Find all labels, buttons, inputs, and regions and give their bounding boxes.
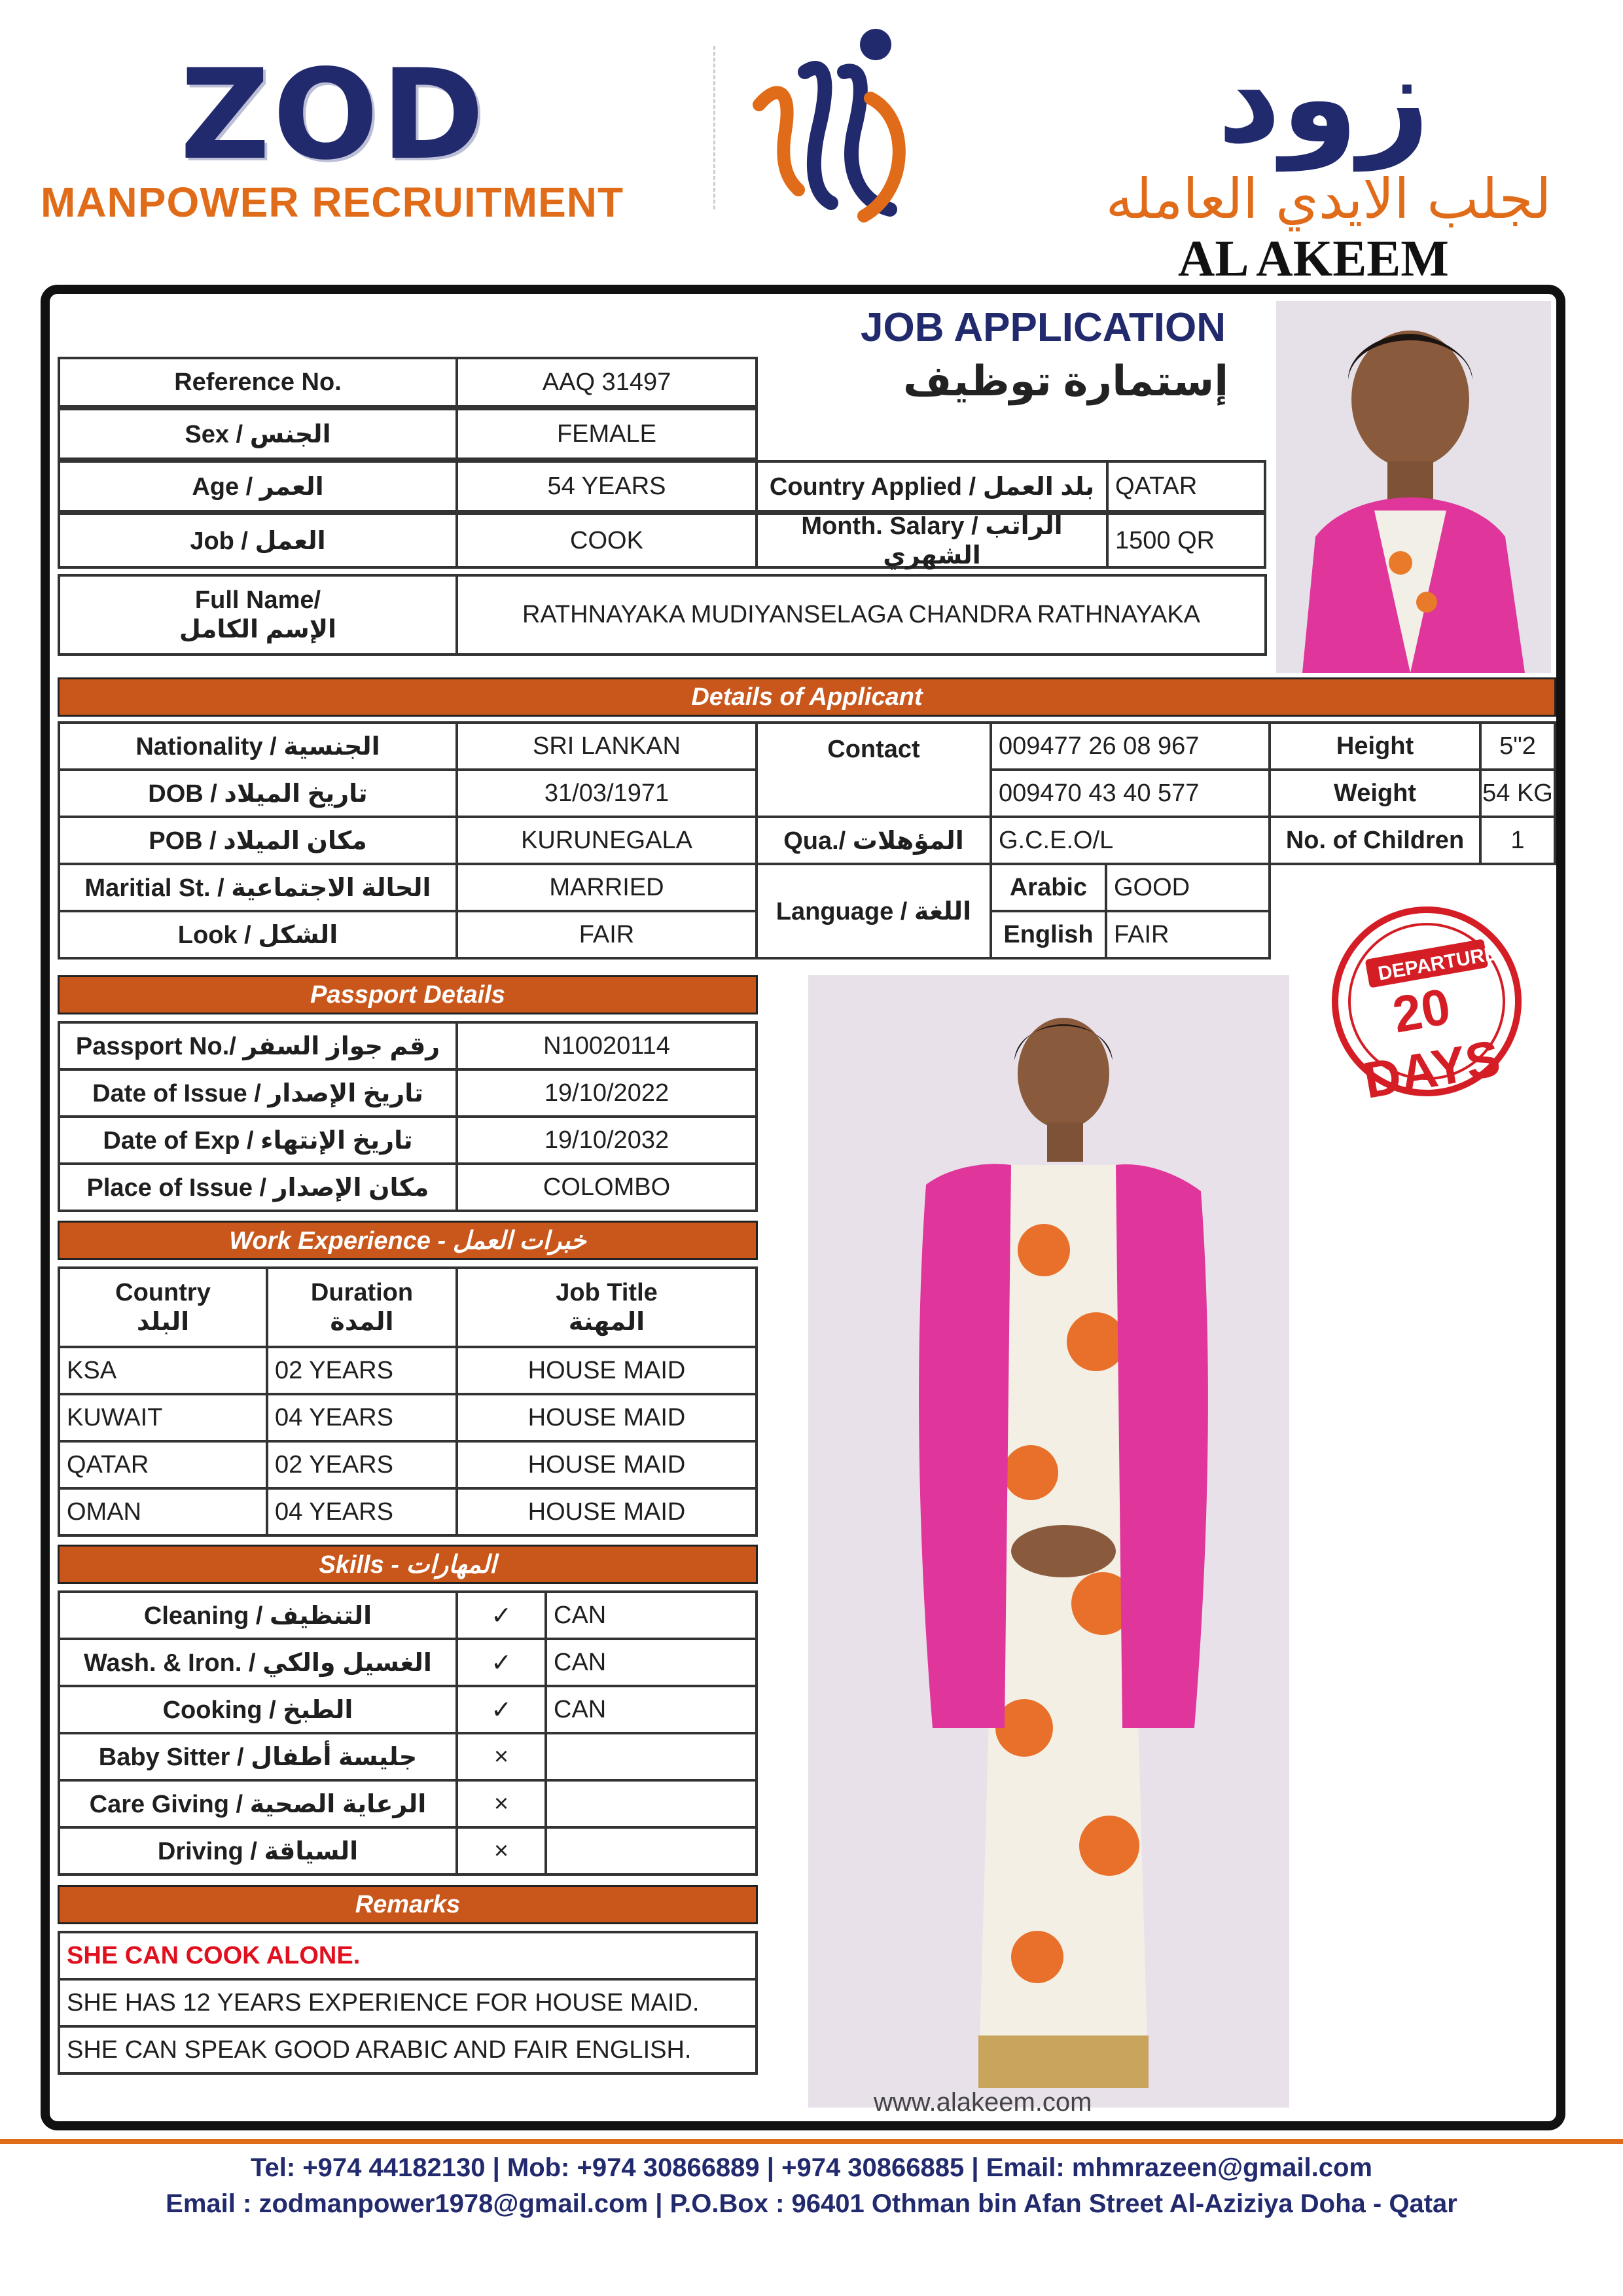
exp-row-job: HOUSE MAID xyxy=(455,1346,758,1395)
exp-row-job: HOUSE MAID xyxy=(455,1440,758,1490)
exp-date-label: Date of Exp / تاريخ الإنتهاء xyxy=(58,1115,458,1165)
full-name-label-ar: الإسم الكامل xyxy=(179,615,337,643)
full-name-label-en: Full Name/ xyxy=(194,586,321,614)
footer-contact-line-2: Email : zodmanpower1978@gmail.com | P.O.Box : 96401 Othman bin Afan Street Al-Aziziya Doha - Qatar xyxy=(166,2189,1457,2218)
issue-place-label: Place of Issue / مكان الإصدار xyxy=(58,1162,458,1212)
skill-value xyxy=(544,1779,758,1829)
exp-row-duration: 04 YEARS xyxy=(266,1487,458,1537)
check-icon: ✓ xyxy=(455,1590,547,1640)
exp-header-job-en: Job Title xyxy=(556,1278,658,1306)
passport-no-label: Passport No./ رقم جواز السفر xyxy=(58,1021,458,1071)
country-applied-value: QATAR xyxy=(1106,460,1266,512)
nationality-value: SRI LANKAN xyxy=(455,721,758,771)
remark-line: SHE CAN COOK ALONE. xyxy=(58,1931,758,1981)
marital-label: Maritial St. / الحالة الاجتماعية xyxy=(58,863,458,912)
footer-contact-line-1: Tel: +974 44182130 | Mob: +974 30866889 | +974 30866885 | Email: mhmrazeen@gmail.com xyxy=(251,2153,1372,2182)
look-value: FAIR xyxy=(455,910,758,960)
skill-label: Driving / السياقة xyxy=(58,1826,458,1876)
brand-subtitle: MANPOWER RECRUITMENT xyxy=(41,179,624,226)
age-label: Age / العمر xyxy=(58,460,458,512)
english-label: English xyxy=(990,910,1107,960)
skill-label: Wash. & Iron. / الغسيل والكي xyxy=(58,1638,458,1687)
brand-subtitle-arabic: لجلب الايدي العامله xyxy=(1105,167,1552,231)
contact-phone-1: 009477 26 08 967 xyxy=(990,721,1271,771)
page-title: JOB APPLICATION xyxy=(861,305,1226,350)
contact-label: Contact xyxy=(755,721,992,818)
sex-label: Sex / الجنس xyxy=(58,408,458,460)
qualification-label: Qua./ المؤهلات xyxy=(755,816,992,865)
skills-section-header: Skills - المهارات xyxy=(58,1545,758,1584)
skill-label: Cooking / الطبخ xyxy=(58,1685,458,1734)
brand-logo-arabic: زود xyxy=(1217,26,1430,171)
experience-section-header: Work Experience - خبرات العمل xyxy=(58,1221,758,1260)
skill-value: CAN xyxy=(544,1590,758,1640)
header-divider xyxy=(713,46,715,209)
passport-section-header: Passport Details xyxy=(58,975,758,1014)
exp-row-country: KUWAIT xyxy=(58,1393,268,1443)
height-label: Height xyxy=(1268,721,1482,771)
check-icon: ✓ xyxy=(455,1638,547,1687)
exp-date-value: 19/10/2032 xyxy=(455,1115,758,1165)
skill-label: Cleaning / التنظيف xyxy=(58,1590,458,1640)
issue-place-value: COLOMBO xyxy=(455,1162,758,1212)
look-label: Look / الشكل xyxy=(58,910,458,960)
exp-row-job: HOUSE MAID xyxy=(455,1487,758,1537)
marital-value: MARRIED xyxy=(455,863,758,912)
remarks-section-header: Remarks xyxy=(58,1885,758,1924)
skill-label: Care Giving / الرعاية الصحية xyxy=(58,1779,458,1829)
children-value: 1 xyxy=(1479,816,1556,865)
skill-value: CAN xyxy=(544,1638,758,1687)
skill-value xyxy=(544,1826,758,1876)
children-label: No. of Children xyxy=(1268,816,1482,865)
details-section-header: Details of Applicant xyxy=(58,677,1556,717)
remark-line: SHE HAS 12 YEARS EXPERIENCE FOR HOUSE MAID. xyxy=(58,1978,758,2028)
exp-row-country: QATAR xyxy=(58,1440,268,1490)
exp-header-job-ar: المهنة xyxy=(568,1308,645,1336)
contact-phone-2: 009470 43 40 577 xyxy=(990,768,1271,818)
ref-label: Reference No. xyxy=(58,357,458,408)
ref-value: AAQ 31497 xyxy=(455,357,758,408)
skill-label: Baby Sitter / جليسة أطفال xyxy=(58,1732,458,1782)
exp-header-duration xyxy=(266,1266,458,1348)
height-value: 5"2 xyxy=(1479,721,1556,771)
stamp-main-text: 20 DAYS xyxy=(1359,977,1505,1109)
job-label: Job / العمل xyxy=(58,512,458,569)
skill-value xyxy=(544,1732,758,1782)
exp-header-country-en: Country xyxy=(115,1278,211,1306)
exp-header-duration-ar: المدة xyxy=(330,1308,394,1336)
skill-value: CAN xyxy=(544,1685,758,1734)
brand-al-akeem: AL AKEEM xyxy=(1178,230,1449,287)
language-label: Language / اللغة xyxy=(755,863,992,960)
brand-emblem-icon xyxy=(733,20,942,229)
exp-header-duration-en: Duration xyxy=(310,1278,414,1306)
stamp-top-text: DEPARTURE xyxy=(1376,942,1499,985)
cross-icon: × xyxy=(455,1779,547,1829)
qualification-value: G.C.E.O/L xyxy=(990,816,1271,865)
dob-value: 31/03/1971 xyxy=(455,768,758,818)
pob-label: POB / مكان الميلاد xyxy=(58,816,458,865)
departure-stamp xyxy=(1329,903,1525,1109)
remark-line: SHE CAN SPEAK GOOD ARABIC AND FAIR ENGLISH. xyxy=(58,2025,758,2075)
full-name-value: RATHNAYAKA MUDIYANSELAGA CHANDRA RATHNAYAKA xyxy=(455,574,1267,656)
salary-value: 1500 QR xyxy=(1106,512,1266,569)
exp-row-duration: 02 YEARS xyxy=(266,1346,458,1395)
exp-header-job xyxy=(455,1266,758,1348)
cross-icon: × xyxy=(455,1732,547,1782)
nationality-label: Nationality / الجنسية xyxy=(58,721,458,771)
applicant-portrait-photo xyxy=(1276,301,1551,673)
job-value: COOK xyxy=(455,512,758,569)
watermark-url: www.alakeem.com xyxy=(874,2088,1092,2117)
exp-header-country-ar: البلد xyxy=(136,1308,190,1336)
pob-value: KURUNEGALA xyxy=(455,816,758,865)
exp-row-country: OMAN xyxy=(58,1487,268,1537)
cross-icon: × xyxy=(455,1826,547,1876)
english-level: FAIR xyxy=(1105,910,1271,960)
country-applied-label: Country Applied / بلد العمل xyxy=(755,460,1109,512)
issue-date-label: Date of Issue / تاريخ الإصدار xyxy=(58,1068,458,1118)
weight-value: 54 KG xyxy=(1479,768,1556,818)
full-name-label xyxy=(58,574,458,656)
issue-date-value: 19/10/2022 xyxy=(455,1068,758,1118)
exp-header-country xyxy=(58,1266,268,1348)
exp-row-job: HOUSE MAID xyxy=(455,1393,758,1443)
weight-label: Weight xyxy=(1268,768,1482,818)
passport-no-value: N10020114 xyxy=(455,1021,758,1071)
salary-label: Month. Salary / الراتب الشهري xyxy=(755,512,1109,569)
exp-row-country: KSA xyxy=(58,1346,268,1395)
brand-logo-text: ZOD xyxy=(180,43,488,187)
check-icon: ✓ xyxy=(455,1685,547,1734)
footer-divider xyxy=(0,2139,1623,2144)
age-value: 54 YEARS xyxy=(455,460,758,512)
exp-row-duration: 02 YEARS xyxy=(266,1440,458,1490)
dob-label: DOB / تاريخ الميلاد xyxy=(58,768,458,818)
exp-row-duration: 04 YEARS xyxy=(266,1393,458,1443)
arabic-label: Arabic xyxy=(990,863,1107,912)
page-title-arabic: إستمارة توظيف xyxy=(903,357,1229,404)
applicant-full-photo xyxy=(808,975,1289,2108)
arabic-level: GOOD xyxy=(1105,863,1271,912)
sex-value: FEMALE xyxy=(455,408,758,460)
